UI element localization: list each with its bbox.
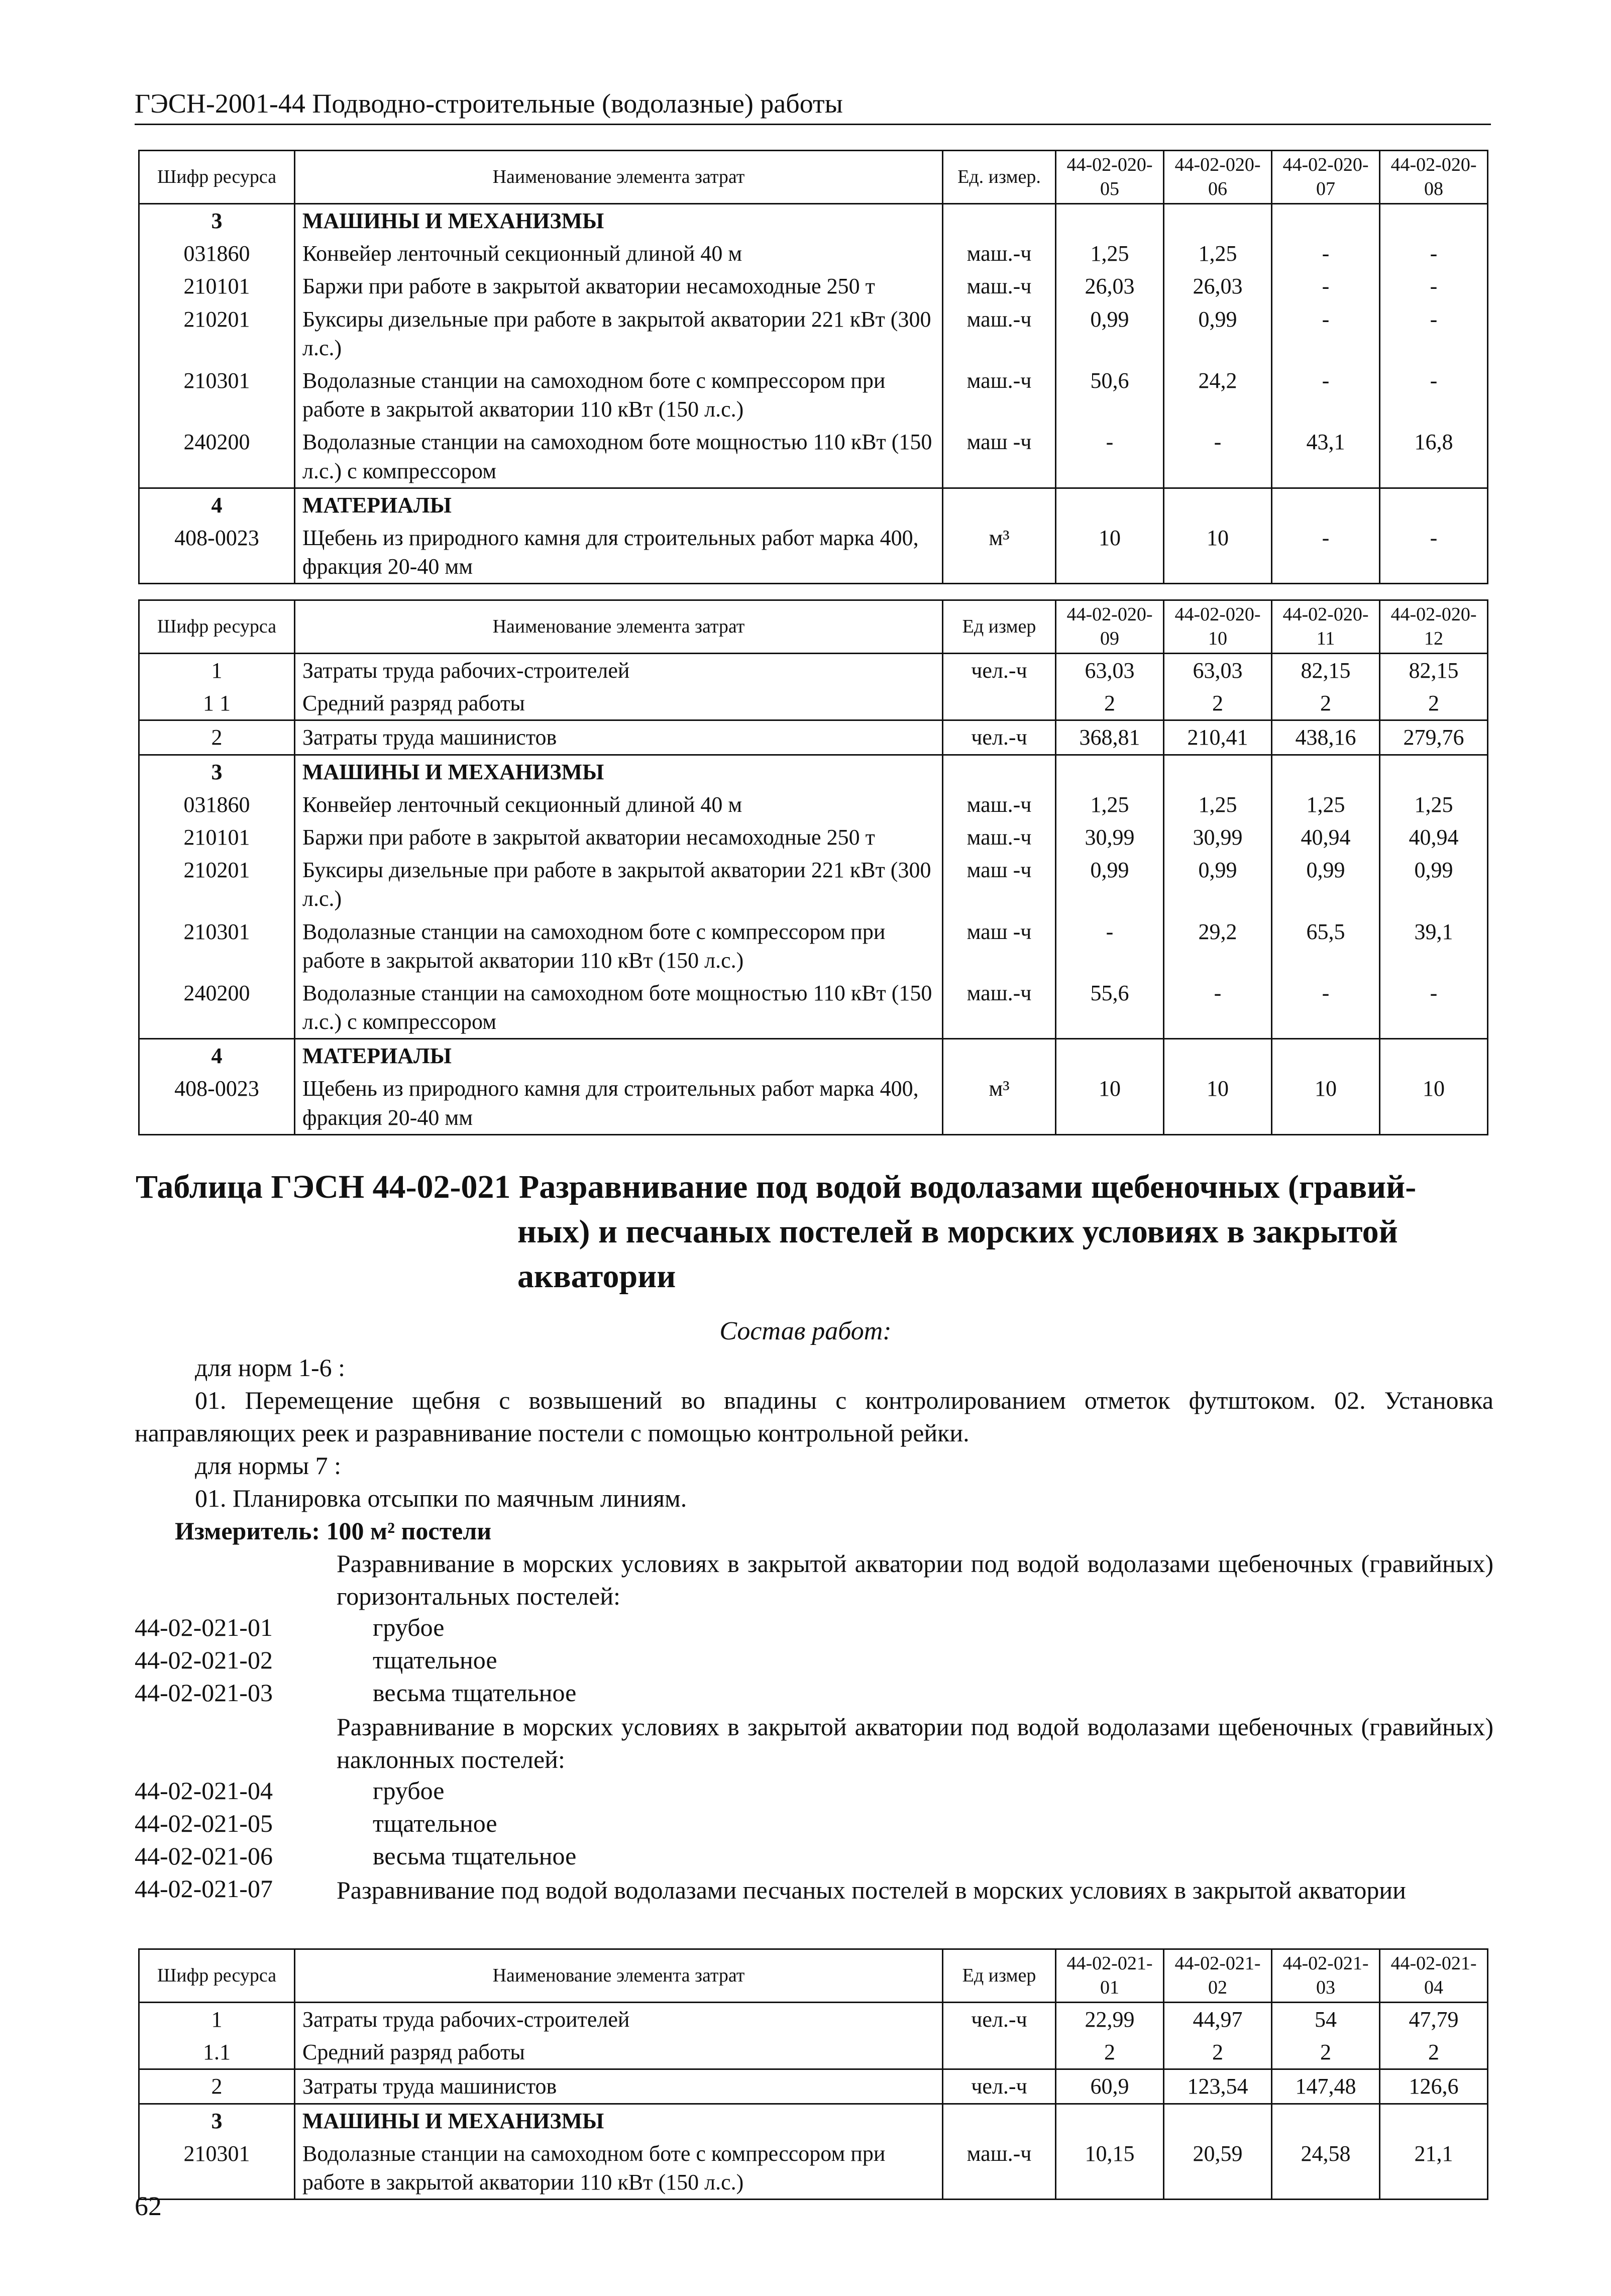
row-value: 147,48: [1272, 2069, 1380, 2104]
row-name: Баржи при работе в закрытой акватории несамоходные 250 т: [295, 821, 943, 854]
row-code: 210201: [139, 854, 295, 915]
row-value: 60,9: [1056, 2069, 1164, 2104]
row-value: 123,54: [1164, 2069, 1272, 2104]
row-code: 210201: [139, 303, 295, 364]
section-row: 4 МАТЕРИАЛЫ: [139, 488, 1488, 521]
row-value: 65,5: [1272, 915, 1380, 977]
header-name: Наименование элемента затрат: [295, 151, 943, 204]
work-composition-caption: Состав работ:: [719, 1317, 892, 1345]
table-row: [139, 2036, 1488, 2069]
row-value: 16,8: [1380, 426, 1488, 488]
header-col: 44-02-020-08: [1380, 151, 1488, 204]
row-code: 210301: [139, 364, 295, 426]
norms-1-6-label: для норм 1-6 :: [195, 1353, 346, 1382]
row-value: 26,03: [1164, 270, 1272, 302]
header-col: 44-02-020-09: [1056, 600, 1164, 654]
row-name: Водолазные станции на самоходном боте мощностью 110 кВт (150 л.с.) с компрессором: [295, 977, 943, 1039]
table-row: [139, 2069, 1488, 2104]
row-value: -: [1380, 521, 1488, 584]
header-col: 44-02-021-01: [1056, 1949, 1164, 2003]
row-value: 2: [1056, 687, 1164, 720]
header-name: Наименование элемента затрат: [295, 1949, 943, 2003]
row-value: 2: [1380, 687, 1488, 720]
row-value: 1,25: [1164, 237, 1272, 270]
header-code: Шифр ресурса: [139, 1949, 295, 2003]
row-unit: маш.-ч: [943, 821, 1056, 854]
header-col: 44-02-021-04: [1380, 1949, 1488, 2003]
row-value: 0,99: [1272, 854, 1380, 915]
row-unit: м³: [943, 521, 1056, 584]
table-header-row: [139, 151, 1488, 204]
row-value: 2: [1380, 2036, 1488, 2069]
row-code: 031860: [139, 237, 295, 270]
row-name: Затраты труда машинистов: [295, 720, 943, 755]
header-col: 44-02-020-06: [1164, 151, 1272, 204]
row-value: 10: [1056, 521, 1164, 584]
row-name: Щебень из природного камня для строительных работ марка 400, фракция 20-40 мм: [295, 521, 943, 584]
header-col: 44-02-020-11: [1272, 600, 1380, 654]
row-unit: маш.-ч: [943, 364, 1056, 426]
row-value: 24,58: [1272, 2137, 1380, 2200]
section-title: МАШИНЫ И МЕХАНИЗМЫ: [295, 755, 943, 788]
row-value: 10: [1164, 521, 1272, 584]
work-ops-1: 01. Перемещение щебня с возвышений во впадины с контролированием отметок футштоком. 02. Установка направляющих реек и разравнивание постели с помощью контрольной рейки.: [135, 1386, 1493, 1447]
table-row: [139, 720, 1488, 755]
group-horizontal-heading: Разравнивание в морских условиях в закрытой акватории под водой водолазами щебеночных (гравийных) горизонтальных постелей:: [337, 1549, 1493, 1610]
row-unit: маш -ч: [943, 426, 1056, 488]
row-unit: маш.-ч: [943, 237, 1056, 270]
row-unit: чел.-ч: [943, 654, 1056, 687]
row-name: Щебень из природного камня для строительных работ марка 400, фракция 20-40 мм: [295, 1072, 943, 1134]
row-name: Водолазные станции на самоходном боте мощностью 110 кВт (150 л.с.) с компрессором: [295, 426, 943, 488]
row-value: 40,94: [1272, 821, 1380, 854]
row-value: -: [1380, 270, 1488, 302]
section-title: МАТЕРИАЛЫ: [295, 488, 943, 521]
table-title-line: ных) и песчаных постелей в морских условиях в закрытой: [517, 1213, 1398, 1250]
table-row: [139, 303, 1488, 364]
row-value: -: [1272, 977, 1380, 1039]
section-title: МАТЕРИАЛЫ: [295, 1039, 943, 1073]
row-code: 2: [139, 2069, 295, 2104]
row-unit: чел.-ч: [943, 2003, 1056, 2036]
row-value: -: [1272, 237, 1380, 270]
header-rule: [135, 124, 1491, 125]
running-header: ГЭСН-2001-44 Подводно-строительные (водолазные) работы: [135, 88, 843, 119]
row-value: 126,6: [1380, 2069, 1488, 2104]
section-row: 3 МАШИНЫ И МЕХАНИЗМЫ: [139, 2104, 1488, 2137]
row-value: 10: [1272, 1072, 1380, 1134]
norm-code: 44-02-021-04: [135, 1777, 273, 1805]
norm-table-3: [138, 1948, 1488, 2200]
header-code: Шифр ресурса: [139, 151, 295, 204]
row-value: 0,99: [1164, 854, 1272, 915]
row-unit: маш.-ч: [943, 977, 1056, 1039]
table-title-line: акватории: [517, 1258, 676, 1295]
row-code: 1 1: [139, 687, 295, 720]
row-value: -: [1380, 977, 1488, 1039]
row-value: 30,99: [1056, 821, 1164, 854]
row-value: -: [1380, 303, 1488, 364]
table-header-row: [139, 1949, 1488, 2003]
row-value: -: [1380, 364, 1488, 426]
norm-code: 44-02-021-01: [135, 1613, 273, 1641]
row-code: 2: [139, 720, 295, 755]
row-value: -: [1056, 915, 1164, 977]
row-value: 0,99: [1056, 854, 1164, 915]
row-unit: чел.-ч: [943, 2069, 1056, 2104]
row-value: -: [1272, 270, 1380, 302]
row-name: Затраты труда рабочих-строителей: [295, 2003, 943, 2036]
row-name: Средний разряд работы: [295, 2036, 943, 2069]
header-name: Наименование элемента затрат: [295, 600, 943, 654]
row-value: 26,03: [1056, 270, 1164, 302]
row-value: -: [1272, 303, 1380, 364]
row-value: 40,94: [1380, 821, 1488, 854]
row-name: Баржи при работе в закрытой акватории несамоходные 250 т: [295, 270, 943, 302]
row-value: 44,97: [1164, 2003, 1272, 2036]
row-name: Водолазные станции на самоходном боте с компрессором при работе в закрытой акватории 110 кВт (150 л.с.): [295, 364, 943, 426]
row-value: 21,1: [1380, 2137, 1488, 2200]
row-code: 1: [139, 2003, 295, 2036]
row-code: 031860: [139, 788, 295, 821]
section-row: 3 МАШИНЫ И МЕХАНИЗМЫ: [139, 204, 1488, 238]
row-value: 2: [1272, 687, 1380, 720]
row-unit: маш.-ч: [943, 788, 1056, 821]
row-code: 210101: [139, 270, 295, 302]
norm-code: 44-02-021-03: [135, 1679, 273, 1707]
row-unit: чел.-ч: [943, 720, 1056, 755]
header-unit: Ед. измер.: [943, 151, 1056, 204]
norm-name: Разравнивание под водой водолазами песчаных постелей в морских условиях в закрытой акватории: [337, 1876, 1406, 1904]
table-header-row: [139, 600, 1488, 654]
row-code: 240200: [139, 426, 295, 488]
row-value: -: [1164, 977, 1272, 1039]
section-title: МАШИНЫ И МЕХАНИЗМЫ: [295, 2104, 943, 2137]
table-row: [139, 237, 1488, 270]
row-unit: [943, 687, 1056, 720]
row-code: 210101: [139, 821, 295, 854]
norm-name: весьма тщательное: [373, 1679, 577, 1707]
row-value: -: [1272, 364, 1380, 426]
group-inclined-heading: Разравнивание в морских условиях в закрытой акватории под водой водолазами щебеночных (гравийных) наклонных постелей:: [337, 1713, 1493, 1773]
table-title: [136, 1165, 1492, 1299]
row-value: 0,99: [1056, 303, 1164, 364]
header-col: 44-02-020-10: [1164, 600, 1272, 654]
row-name: Водолазные станции на самоходном боте с компрессором при работе в закрытой акватории 110 кВт (150 л.с.): [295, 2137, 943, 2200]
norm-table-1: [138, 150, 1488, 584]
table-row: [139, 2137, 1488, 2200]
header-unit: Ед измер: [943, 1949, 1056, 2003]
row-value: 0,99: [1380, 854, 1488, 915]
row-value: 10: [1056, 1072, 1164, 1134]
header-unit: Ед измер: [943, 600, 1056, 654]
measure-unit: Измеритель: 100 м² постели: [175, 1517, 492, 1545]
row-value: 24,2: [1164, 364, 1272, 426]
row-value: 1,25: [1164, 788, 1272, 821]
row-value: 10: [1380, 1072, 1488, 1134]
work-ops-2: 01. Планировка отсыпки по маячным линиям.: [195, 1484, 687, 1512]
row-code: 408-0023: [139, 1072, 295, 1134]
row-value: 47,79: [1380, 2003, 1488, 2036]
row-value: 0,99: [1164, 303, 1272, 364]
row-code: 210301: [139, 915, 295, 977]
row-value: 1,25: [1056, 237, 1164, 270]
table-row: [139, 915, 1488, 977]
row-value: 1,25: [1056, 788, 1164, 821]
header-col: 44-02-020-05: [1056, 151, 1164, 204]
table-row: [139, 1072, 1488, 1134]
row-code: 240200: [139, 977, 295, 1039]
page-number: 62: [135, 2191, 162, 2221]
row-value: 1,25: [1272, 788, 1380, 821]
row-value: 210,41: [1164, 720, 1272, 755]
row-value: 54: [1272, 2003, 1380, 2036]
table-row: [139, 2003, 1488, 2036]
table-row: [139, 977, 1488, 1039]
row-value: 438,16: [1272, 720, 1380, 755]
row-value: 2: [1164, 687, 1272, 720]
table-row: [139, 270, 1488, 302]
row-name: Водолазные станции на самоходном боте с компрессором при работе в закрытой акватории 110 кВт (150 л.с.): [295, 915, 943, 977]
row-unit: маш -ч: [943, 854, 1056, 915]
row-value: 279,76: [1380, 720, 1488, 755]
row-value: -: [1164, 426, 1272, 488]
row-value: 2: [1164, 2036, 1272, 2069]
row-value: 82,15: [1272, 654, 1380, 687]
row-value: -: [1056, 426, 1164, 488]
row-value: 10,15: [1056, 2137, 1164, 2200]
norm-name: грубое: [373, 1777, 445, 1805]
row-value: -: [1380, 237, 1488, 270]
row-name: Средний разряд работы: [295, 687, 943, 720]
header-col: 44-02-020-12: [1380, 600, 1488, 654]
section-title: МАШИНЫ И МЕХАНИЗМЫ: [295, 204, 943, 238]
row-value: 63,03: [1164, 654, 1272, 687]
norm-7-label: для нормы 7 :: [195, 1451, 342, 1480]
row-unit: маш.-ч: [943, 303, 1056, 364]
section-row: 3 МАШИНЫ И МЕХАНИЗМЫ: [139, 755, 1488, 788]
row-name: Затраты труда рабочих-строителей: [295, 654, 943, 687]
table-row: [139, 654, 1488, 687]
row-code: 408-0023: [139, 521, 295, 584]
norm-code: 44-02-021-07: [135, 1874, 273, 1903]
row-value: 29,2: [1164, 915, 1272, 977]
header-col: 44-02-020-07: [1272, 151, 1380, 204]
row-value: 22,99: [1056, 2003, 1164, 2036]
row-value: 2: [1056, 2036, 1164, 2069]
header-col: 44-02-021-02: [1164, 1949, 1272, 2003]
norm-code: 44-02-021-06: [135, 1842, 273, 1870]
norm-name: грубое: [373, 1613, 445, 1641]
norm-code: 44-02-021-02: [135, 1646, 273, 1674]
row-value: 63,03: [1056, 654, 1164, 687]
header-col: 44-02-021-03: [1272, 1949, 1380, 2003]
table-row: [139, 521, 1488, 584]
row-unit: маш.-ч: [943, 2137, 1056, 2200]
row-value: 368,81: [1056, 720, 1164, 755]
table-row: [139, 687, 1488, 720]
row-unit: [943, 2036, 1056, 2069]
header-code: Шифр ресурса: [139, 600, 295, 654]
row-value: 82,15: [1380, 654, 1488, 687]
row-unit: м³: [943, 1072, 1056, 1134]
row-value: 55,6: [1056, 977, 1164, 1039]
section-row: 4 МАТЕРИАЛЫ: [139, 1039, 1488, 1073]
row-unit: маш.-ч: [943, 270, 1056, 302]
table-row: [139, 426, 1488, 488]
norm-name: тщательное: [373, 1646, 497, 1674]
table-row: [139, 788, 1488, 821]
row-value: 30,99: [1164, 821, 1272, 854]
row-value: 43,1: [1272, 426, 1380, 488]
row-value: 1,25: [1380, 788, 1488, 821]
table-row: [139, 364, 1488, 426]
row-name: Затраты труда машинистов: [295, 2069, 943, 2104]
row-name: Буксиры дизельные при работе в закрытой акватории 221 кВт (300 л.с.): [295, 303, 943, 364]
table-row: [139, 854, 1488, 915]
norm-name: тщательное: [373, 1809, 497, 1837]
norm-table-2: [138, 599, 1488, 1135]
table-title-line: Таблица ГЭСН 44-02-021 Разравнивание под водой водолазами щебеночных (гравий-: [136, 1169, 1417, 1205]
row-code: 1.1: [139, 2036, 295, 2069]
row-value: 39,1: [1380, 915, 1488, 977]
row-value: 50,6: [1056, 364, 1164, 426]
row-name: Буксиры дизельные при работе в закрытой акватории 221 кВт (300 л.с.): [295, 854, 943, 915]
table-row: [139, 821, 1488, 854]
row-name: Конвейер ленточный секционный длиной 40 м: [295, 788, 943, 821]
row-value: 2: [1272, 2036, 1380, 2069]
norm-name: весьма тщательное: [373, 1842, 577, 1870]
row-code: 210301: [139, 2137, 295, 2200]
row-name: Конвейер ленточный секционный длиной 40 м: [295, 237, 943, 270]
norm-code: 44-02-021-05: [135, 1809, 273, 1837]
row-value: -: [1272, 521, 1380, 584]
row-code: 1: [139, 654, 295, 687]
row-unit: маш -ч: [943, 915, 1056, 977]
row-value: 10: [1164, 1072, 1272, 1134]
row-value: 20,59: [1164, 2137, 1272, 2200]
